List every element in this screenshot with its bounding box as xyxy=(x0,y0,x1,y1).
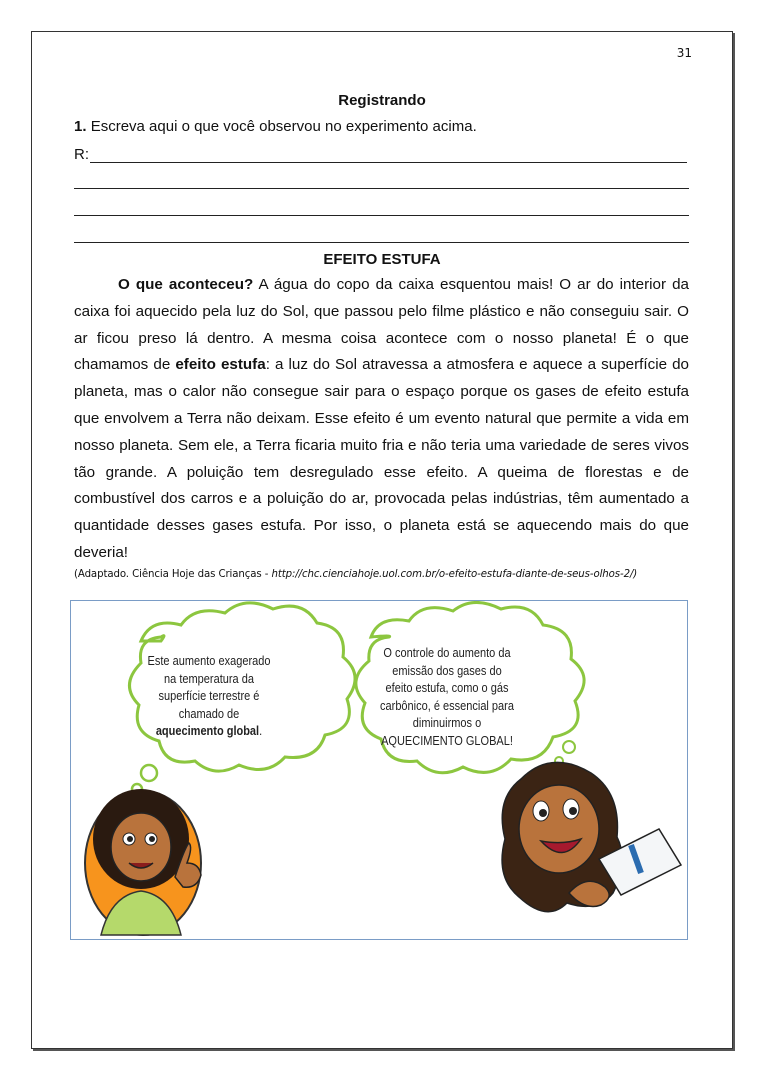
article-lead: O que aconteceu? xyxy=(118,276,254,293)
question-text: Escreva aqui o que você observou no experimento acima. xyxy=(90,118,477,135)
article-text-2: : a luz do Sol atravessa a atmosfera e aquece a superfície do planeta, mas o calor não consegue sair para o espaço porque os gases de efeito estufa que envolvem a Terra não deixam. Esse efeito é um evento natural que permite a vida em nosso planeta. Sem ele, a Terra ficaria muito fria e não teria uma variedade de seres vivos tão grande. A poluição tem desregulado esse efeito. A queima de florestas e de combustível dos carros e a poluição do ar, provocada pelas indústrias, têm aumentado a quantidade desses gases estufa. Por isso, o planeta está se aquecendo mais do que deveria! xyxy=(74,356,690,561)
left-bubble-line: na temperatura da xyxy=(164,671,254,686)
left-bubble-text xyxy=(130,653,288,741)
right-bubble-line: AQUECIMENTO GLOBAL! xyxy=(381,733,513,748)
illustration xyxy=(70,600,688,940)
right-bubble-line: O controle do aumento da xyxy=(383,646,511,660)
answer-line-4[interactable] xyxy=(74,226,689,243)
right-bubble-line: diminuirmos o xyxy=(412,716,482,730)
right-bubble-line: efeito estufa, como o gás xyxy=(385,681,509,695)
citation-url: http://chc.cienciahoje.uol.com.br/o-efeito-estufa-diante-de-seus-olhos-2/) xyxy=(271,569,638,580)
article-term: efeito estufa xyxy=(175,356,266,374)
right-bubble-line: carbônico, é essencial para xyxy=(380,698,514,713)
left-bubble-line: chamado de xyxy=(178,706,240,721)
thought-dot-icon xyxy=(141,765,157,781)
article-title: EFEITO ESTUFA xyxy=(323,251,441,268)
citation-prefix: (Adaptado. Ciência Hoje das Crianças - xyxy=(74,569,272,580)
answer-line-3[interactable] xyxy=(74,199,689,216)
girl-face-icon xyxy=(111,813,171,881)
registrando-title: Registrando xyxy=(338,92,426,109)
right-bubble-text xyxy=(361,645,533,750)
left-bubble-line xyxy=(130,723,288,741)
answer-line-2[interactable] xyxy=(74,172,689,189)
answer-label: R: xyxy=(74,146,89,163)
article-text-1: A água do copo da caixa esquentou mais! O ar do interior da caixa foi aquecido pela luz do Sol, que passou pelo filme plástico e não conseguiu sair. O ar ficou preso lá dentro. A mesma coisa acontece com o nosso planeta! É o que chamamos de xyxy=(74,276,689,374)
page-number: 31 xyxy=(676,46,692,60)
thought-dot-icon xyxy=(563,741,575,753)
left-bubble-bold: aquecimento global xyxy=(155,724,260,738)
left-bubble-period: . xyxy=(259,724,263,738)
question-1 xyxy=(74,118,477,135)
left-bubble-line: Este aumento exagerado xyxy=(147,654,271,668)
article-body xyxy=(74,272,689,567)
citation xyxy=(74,569,637,580)
answer-line-1[interactable] xyxy=(90,146,687,163)
question-number: 1. xyxy=(74,118,87,135)
right-bubble-line: emissão dos gases do xyxy=(392,663,502,678)
child-face-icon xyxy=(519,785,599,873)
left-bubble-line: superfície terrestre é xyxy=(158,689,260,703)
